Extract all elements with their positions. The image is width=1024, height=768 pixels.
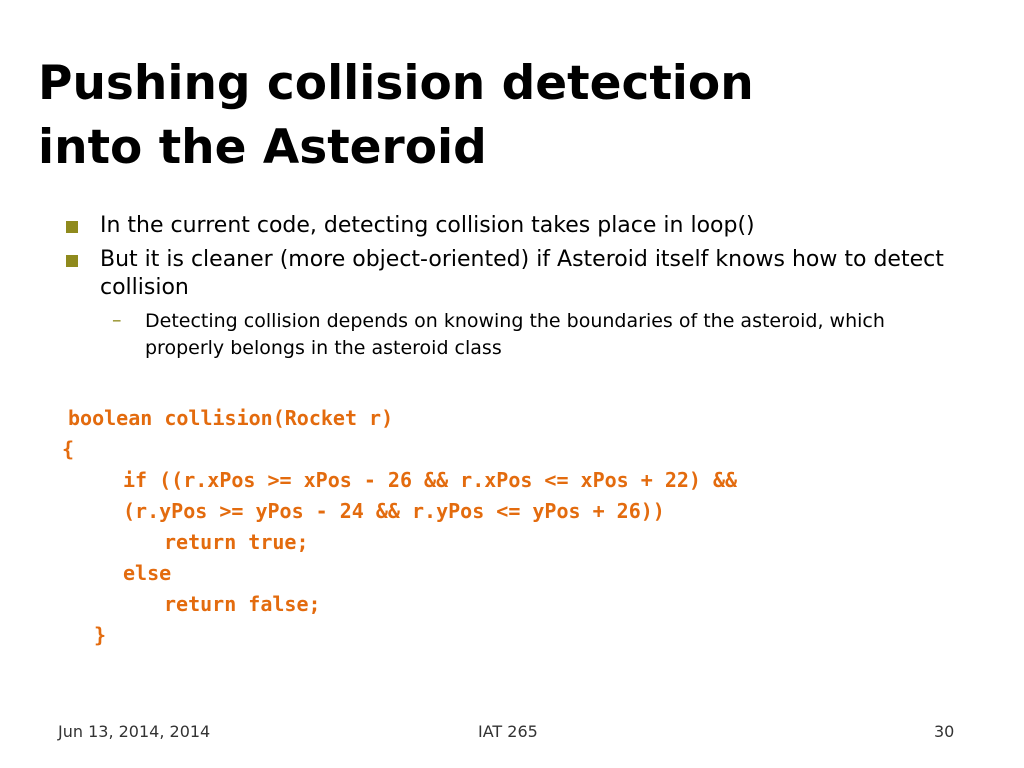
dash-bullet-icon: – [112,309,122,331]
code-line: } [94,623,107,647]
bullet-text: In the current code, detecting collision takes place in loop() [100,213,755,238]
slide-title-line-2: into the Asteroid [38,120,487,175]
code-line: boolean collision(Rocket r) [68,406,394,430]
footer-course: IAT 265 [478,722,538,741]
square-bullet-icon [66,255,78,267]
code-line: return true; [164,530,309,554]
footer-date: Jun 13, 2014, 2014 [58,722,211,741]
code-line: (r.yPos >= yPos - 24 && r.yPos <= yPos + 26)) [123,499,665,523]
code-line: return false; [164,592,321,616]
code-line: if ((r.xPos >= xPos - 26 && r.xPos <= xPos + 22) && [123,468,738,492]
code-line: else [123,561,172,585]
square-bullet-icon [66,221,78,233]
slide-title [38,52,998,180]
code-line: { [62,437,75,461]
bullet-item [0,246,1024,302]
code-block [0,403,1024,651]
sub-bullet-text: Detecting collision depends on knowing the boundaries of the asteroid, which properly belongs in the asteroid class [145,310,885,359]
sub-bullet-item [0,308,1024,362]
bullet-list [0,212,1024,362]
bullet-text: But it is cleaner (more object-oriented) if Asteroid itself knows how to detect collision [100,247,944,300]
slide-title-line-1: Pushing collision detection [38,56,754,111]
bullet-item [0,212,1024,240]
footer-page-number: 30 [934,722,955,741]
